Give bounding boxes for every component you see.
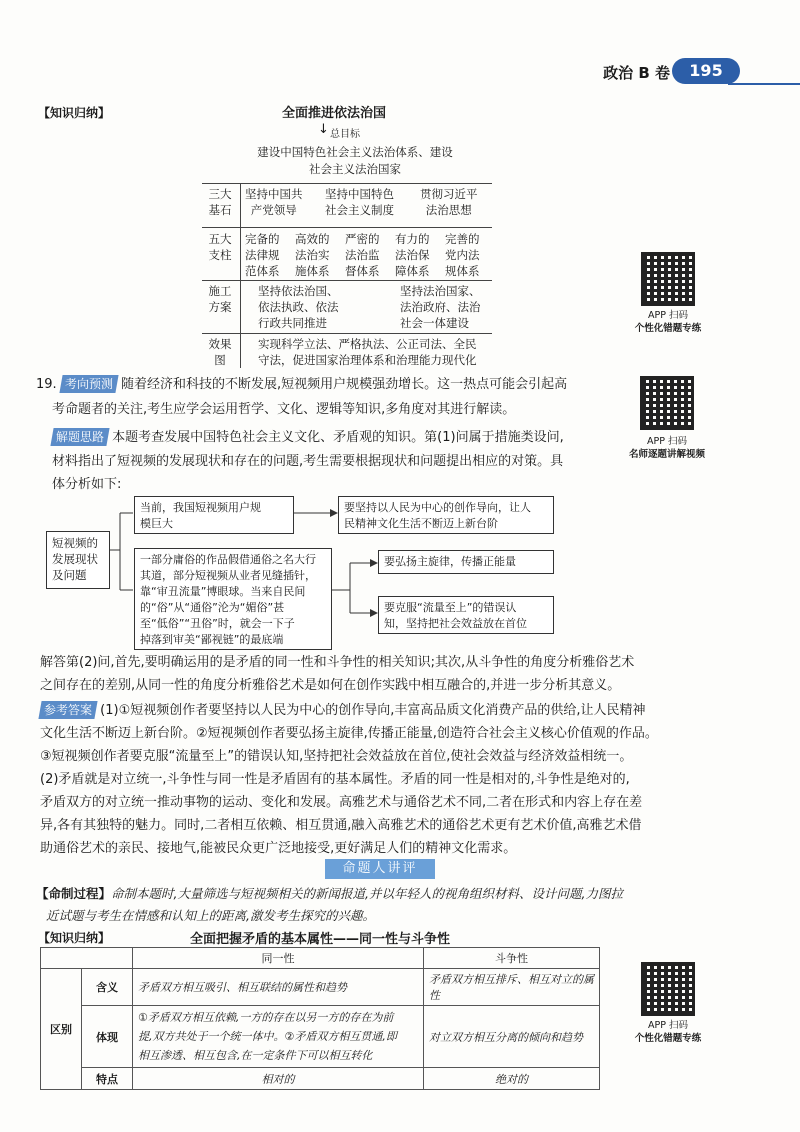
cell-line: ①矛盾双方相互依赖,一方的存在以另一方的存在为前	[138, 1011, 394, 1024]
cell-line: 坚持中国共	[245, 187, 303, 201]
cell-line: 产党领导	[250, 203, 297, 217]
cell-line: 党内法	[445, 248, 480, 262]
cell-line: 社会一体建设	[400, 316, 469, 330]
law-cell	[258, 283, 339, 331]
box-line: 及问题	[52, 568, 87, 582]
commentary-banner: 命题人讲评	[325, 859, 435, 879]
qr-code-icon[interactable]	[641, 962, 695, 1016]
arrow-label: 总目标	[330, 129, 360, 140]
qr-caption-line1: APP 扫码	[648, 310, 688, 321]
table-rule	[240, 183, 241, 368]
table-rule	[202, 227, 492, 228]
cell-line: 障体系	[395, 264, 430, 278]
table-rule	[202, 183, 492, 184]
law-cell	[420, 186, 478, 218]
header-subject: 政治 B 卷	[603, 64, 670, 82]
flow-box-top-right	[338, 496, 554, 534]
answer-2a: (2)矛盾就是对立统一,斗争性与同一性是矛盾固有的基本属性。矛盾的同一性是相对的,斗争性是绝对的,	[40, 772, 630, 787]
answer-2d: 助通俗艺术的亲民、接地气,能被民众更广泛地接受,更好满足人们的精神文化需求。	[40, 841, 517, 856]
qr-caption-line1: APP 扫码	[647, 436, 687, 447]
cell-line: 有力的	[395, 232, 430, 246]
table-rule	[202, 280, 492, 281]
law-cell	[245, 186, 303, 218]
cell-line: 规体系	[445, 264, 480, 278]
qr-caption-line2: 名师逐题讲解视频	[628, 449, 705, 460]
cell-line: 法治实	[295, 248, 330, 262]
flow-box-right-1: 要弘扬主旋律，传播正能量	[378, 550, 554, 574]
law-row-head	[202, 283, 238, 315]
law-cell	[395, 231, 430, 279]
contradiction-table	[40, 947, 600, 1090]
cell-line: 范体系	[245, 264, 280, 278]
cell-line: 行政共同推进	[258, 316, 327, 330]
answer-hint-b: 之间存在的差别,从同一性的角度分析雅俗艺术是如何在创作实践中相互融合的,并进一步分析其意义。	[40, 678, 621, 693]
answer-1c: ③短视频创作者要克服“流量至上”的错误认知,坚持把社会效益放在首位,使社会效益与经济效益相统一。	[40, 749, 633, 764]
q19-block	[36, 374, 616, 396]
flow-box-right-2	[378, 596, 554, 634]
qr-caption-1	[616, 309, 720, 335]
answer-1a: (1)①短视频创作者要坚持以人民为中心的创作导向,丰富高品质文化消费产品的供给,让人民精神	[100, 703, 646, 718]
cell-line: 法治思想	[425, 203, 472, 217]
knowledge-label-1: 【知识归纳】	[38, 106, 111, 120]
law-cell	[325, 186, 394, 218]
tag-reference-answer: 参考答案	[38, 701, 97, 719]
arrow-head-icon	[330, 509, 338, 517]
box-line: 一部分庸俗的作品假借通俗之名大行	[140, 553, 316, 566]
cell-line: 完善的	[445, 232, 480, 246]
law-cell	[445, 231, 480, 279]
box-line: 至“低俗”“丑俗”时，就会一下子	[140, 617, 295, 630]
law-cell	[400, 283, 481, 331]
flow-box-left	[46, 531, 110, 589]
table-corner	[41, 948, 133, 969]
head-line: 三大	[208, 187, 232, 201]
q19-text-2c: 体分析如下:	[52, 477, 122, 492]
box-line: 的“俗”从“通俗”沦为“媚俗”甚	[140, 601, 285, 614]
head-line: 支柱	[208, 248, 232, 262]
cell-meaning-identity: 矛盾双方相互吸引、相互联结的属性和趋势	[133, 969, 424, 1006]
head-line: 效果	[208, 337, 232, 351]
knowledge-label-2: 【知识归纳】	[38, 931, 111, 945]
law-row-head	[202, 186, 238, 218]
cell-manifestation-identity	[133, 1006, 424, 1068]
qr-caption-line2: 个性化错题专练	[634, 1033, 702, 1044]
answer-1a-row	[40, 700, 760, 722]
commentary-line2: 近试题与考生在情感和认知上的距离,激发考生探究的兴趣。	[46, 908, 375, 923]
qr-caption-line1: APP 扫码	[648, 1020, 688, 1031]
answer-1b: 文化生活不断迈上新台阶。②短视频创作者要弘扬主旋律,传播正能量,创造符合社会主义核心价值观的作品。	[40, 726, 658, 741]
col-header-struggle: 斗争性	[424, 948, 600, 969]
cell-line: 法治监	[345, 248, 380, 262]
qr-code-icon[interactable]	[641, 252, 695, 306]
cell-line: 施体系	[295, 264, 330, 278]
row-head-manifestation: 体现	[82, 1006, 133, 1068]
cell-line: 依法执政、依法	[258, 300, 339, 314]
cell-feature-identity: 相对的	[133, 1068, 424, 1090]
goal-text	[240, 144, 470, 178]
commentary-label: 【命制过程】	[36, 886, 112, 901]
law-cell	[345, 231, 380, 279]
head-line: 五大	[208, 232, 232, 246]
commentary-text	[36, 883, 766, 927]
q19-text-2b: 材料指出了短视频的发展现状和存在的问题,考生需要根据现状和问题提出相应的对策。具	[52, 454, 564, 469]
box-line: 其道，部分短视频从业者见缝插针，	[140, 569, 316, 582]
cell-line: 严密的	[345, 232, 380, 246]
arrow-head-icon	[370, 609, 378, 617]
cell-line: 提,双方共处于一个统一体中。②矛盾双方相互贯通,即	[138, 1030, 397, 1043]
cell-line: 守法，促进国家治理体系和治理能力现代化	[258, 353, 477, 367]
head-line: 施工	[208, 284, 232, 298]
knowledge-title-1: 全面推进依法治国	[282, 106, 387, 121]
head-line: 方案	[208, 300, 232, 314]
row-head-meaning: 含义	[82, 969, 133, 1006]
qr-code-icon[interactable]	[640, 376, 694, 430]
cell-line: 贯彻习近平	[420, 187, 478, 201]
goal-line-1: 建设中国特色社会主义法治体系、建设	[257, 145, 453, 159]
cell-line: 坚持依法治国、	[258, 284, 339, 298]
cell-line: 社会主义制度	[325, 203, 394, 217]
cell-line: 法治保	[395, 248, 430, 262]
cell-meaning-struggle: 矛盾双方相互排斥、相互对立的属性	[424, 969, 600, 1006]
box-line: 掉落到审美“鄙视链”的最底端	[140, 633, 284, 646]
knowledge-title-2: 全面把握矛盾的基本属性——同一性与斗争性	[190, 932, 451, 947]
cell-manifestation-struggle: 对立双方相互分离的倾向和趋势	[424, 1006, 600, 1068]
law-cell	[295, 231, 330, 279]
qr-caption-3	[616, 1019, 720, 1045]
cell-line: 坚持法治国家、	[400, 284, 481, 298]
header-rule	[728, 83, 800, 85]
row-head-feature: 特点	[82, 1068, 133, 1090]
qr-caption-2	[612, 435, 722, 461]
box-line: 发展现状	[52, 552, 98, 566]
arrow-head-icon	[370, 559, 378, 567]
q19-text-2a: 本题考查发展中国特色社会主义文化、矛盾观的知识。第(1)问属于措施类设问,	[112, 430, 564, 445]
qr-caption-line2: 个性化错题专练	[634, 323, 702, 334]
head-line: 基石	[208, 203, 232, 217]
head-line: 图	[214, 353, 226, 367]
table-rule	[202, 333, 492, 334]
box-line: 当前，我国短视频用户规	[140, 501, 261, 514]
box-line: 短视频的	[52, 536, 98, 550]
commentary-line1: 命制本题时,大量筛选与短视频相关的新闻报道,并以年轻人的视角组织材料、设计问题,力图拉	[111, 886, 623, 901]
answer-2b: 矛盾双方的对立统一推动事物的运动、变化和发展。高雅艺术与通俗艺术不同,二者在形式和内容上存在差	[40, 795, 643, 810]
down-arrow-icon: ↓	[318, 122, 329, 137]
box-line: 要坚持以人民为中心的创作导向，让人	[344, 501, 531, 514]
law-row-head	[202, 336, 238, 368]
question-number: 19.	[36, 377, 57, 392]
cell-line: 法律规	[245, 248, 280, 262]
law-cell	[258, 336, 477, 368]
q19-analysis	[52, 427, 632, 449]
law-row-head	[202, 231, 238, 263]
box-line: 模巨大	[140, 517, 173, 530]
row-group-difference: 区别	[41, 969, 82, 1090]
cell-line: 实现科学立法、严格执法、公正司法、全民	[258, 337, 477, 351]
cell-line: 相互渗透、相互包含,在一定条件下可以相互转化	[138, 1049, 373, 1062]
q19-text-1b: 考命题者的关注,考生应学会运用哲学、文化、逻辑等知识,多角度对其进行解读。	[52, 402, 516, 417]
page-number: 195	[672, 58, 740, 84]
tag-forecast: 考向预测	[59, 375, 118, 393]
box-line: 靠“审丑流量”博眼球。当来自民间	[140, 585, 306, 598]
law-cell	[245, 231, 280, 279]
box-line: 要克服“流量至上”的错误认	[384, 601, 517, 614]
cell-line: 完备的	[245, 232, 280, 246]
box-line: 知，坚持把社会效益放在首位	[384, 617, 527, 630]
col-header-identity: 同一性	[133, 948, 424, 969]
cell-line: 法治政府、法治	[400, 300, 481, 314]
cell-feature-struggle: 绝对的	[424, 1068, 600, 1090]
goal-line-2: 社会主义法治国家	[309, 162, 401, 176]
answer-2c: 异,各有其独特的魅力。同时,二者相互依赖、相互贯通,融入高雅艺术的通俗艺术更有艺术价值,高雅艺术借	[40, 818, 642, 833]
cell-line: 督体系	[345, 264, 380, 278]
cell-line: 高效的	[295, 232, 330, 246]
cell-line: 坚持中国特色	[325, 187, 394, 201]
answer-hint-a: 解答第(2)问,首先,要明确运用的是矛盾的同一性和斗争性的相关知识;其次,从斗争性的角度分析雅俗艺术	[40, 655, 635, 670]
tag-thinking: 解题思路	[50, 428, 109, 446]
flow-box-top-mid	[134, 496, 294, 534]
q19-text-1a: 随着经济和科技的不断发展,短视频用户规模强劲增长。这一热点可能会引起高	[120, 377, 568, 392]
flow-box-bottom-mid	[134, 548, 332, 650]
box-line: 民精神文化生活不断迈上新台阶	[344, 517, 498, 530]
